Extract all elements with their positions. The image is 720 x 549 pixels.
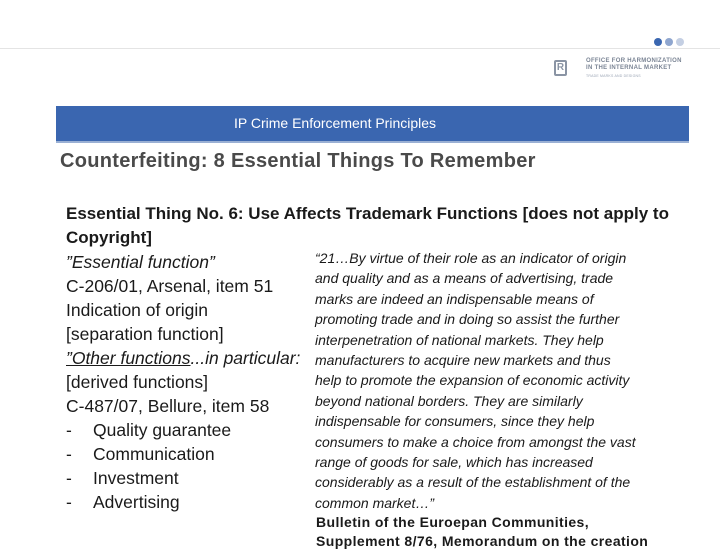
ohim-logo [554,58,694,82]
bullet-dash: - [66,420,72,440]
case-reference: C-487/07, Bellure, item 58 [66,396,270,416]
quote-source: Supplement 8/76, Memorandum on the creation [316,533,649,549]
bullet-dash: - [66,468,72,488]
derived-label: [derived functions] [66,372,209,392]
logo-line: OFFICE FOR HARMONIZATION [586,58,682,64]
banner-title: IP Crime Enforcement Principles [234,115,437,131]
separation-label: [separation function] [66,324,224,344]
quote-line: considerably as a result of the establishment of the [315,474,631,491]
section-banner [56,106,689,143]
other-functions-label: ”Other functions [66,348,191,368]
bullet-dash: - [66,492,72,512]
quote-source: Bulletin of the Euroepan Communities, [316,514,590,530]
brand-dots [654,38,688,47]
slide-subtitle: Counterfeiting: 8 Essential Things To Remember [60,150,536,172]
slide-heading: Essential Thing No. 6: Use Affects Trademark Functions [does not apply to Copyright] [66,204,669,247]
quote-line: manufacturers to acquire new markets and thus [315,351,611,368]
quote-line: marks are indeed an indispensable means of [315,290,594,307]
origin-label: Indication of origin [66,300,209,320]
logo-subline: TRADE MARKS AND DESIGNS [586,74,641,78]
quote-line: and quality and as a means of advertising, trade [315,270,614,287]
brand-dot [665,38,673,46]
quote-line: interpenetration of national markets. They help [315,331,604,348]
in-particular-label: ...in particular: [190,348,301,368]
list-item-label: Advertising [93,492,180,512]
essential-function-label: ”Essential function” [66,252,215,272]
brand-dot [676,38,684,46]
brand-dot [654,38,662,46]
list-item-label: Investment [93,468,179,488]
quotation-block [315,248,715,513]
list-item-label: Quality guarantee [93,420,232,440]
quote-line: common market…” [315,494,435,511]
quote-line: “21…By virtue of their role as an indicator of origin [315,250,627,266]
logo-line: IN THE INTERNAL MARKET [586,65,672,71]
quote-line: indispensable for consumers, since they help [315,413,595,430]
logo-wordmark [586,58,696,72]
quote-line: consumers to make a choice from amongst the vast [315,433,636,450]
logo-mark-icon: R [554,60,567,76]
quote-line: range of goods for sale, which has increased [315,453,593,470]
quote-line: promoting trade and in doing so assist the further [315,311,620,328]
quote-line: beyond national borders. They are similarly [315,392,583,409]
quote-line: help to promote the expansion of economic activity [315,372,630,389]
case-reference: C-206/01, Arsenal, item 51 [66,276,274,296]
header-divider [0,48,720,49]
list-item-label: Communication [93,444,215,464]
bullet-dash: - [66,444,72,464]
